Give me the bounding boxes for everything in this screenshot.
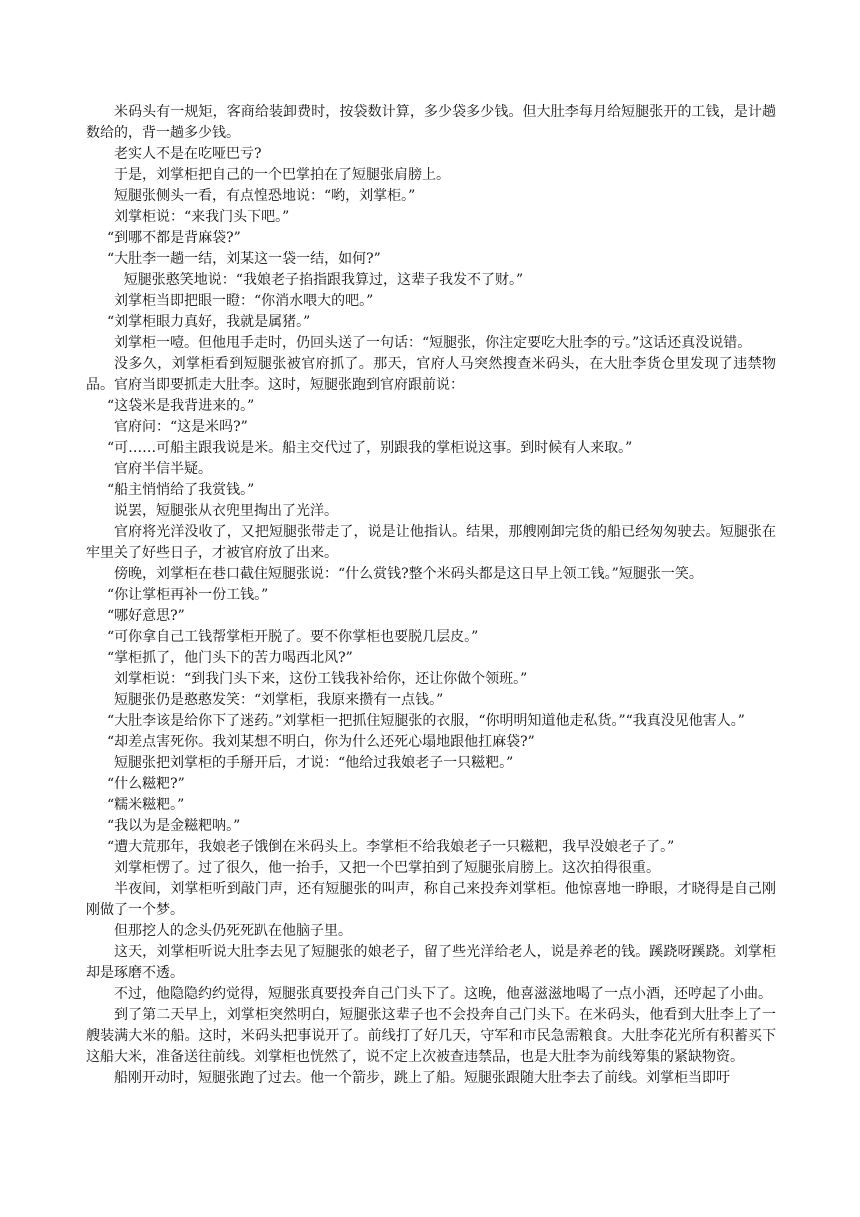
- paragraph: 半夜间，刘掌柜听到敲门声，还有短腿张的叫声，称自己来投奔刘掌柜。他惊喜地一睁眼，才晓得是自己刚刚做了一个梦。: [86, 881, 776, 918]
- paragraph: 官府将光洋没收了，又把短腿张带走了，说是让他指认。结果，那艘刚卸完货的船已经匆匆驶去。短腿张在牢里关了好些日子，才被官府放了出来。: [86, 524, 776, 561]
- paragraph: 短腿张憨笑地说：“我娘老子掐指跟我算过，这辈子我发不了财。”: [123, 272, 524, 288]
- document-body: [86, 102, 776, 1089]
- paragraph: “大肚李一趟一结，刘某这一袋一结，如何?”: [107, 251, 381, 267]
- paragraph: “糯米糍粑。”: [107, 797, 185, 813]
- paragraph: “可你拿自己工钱帮掌柜开脱了。要不你掌柜也要脱几层皮。”: [107, 629, 479, 645]
- paragraph: 没多久，刘掌柜看到短腿张被官府抓了。那天，官府人马突然搜查米码头，在大肚李货仓里发现了违禁物品。官府当即要抓走大肚李。这时，短腿张跑到官府跟前说：: [86, 356, 776, 393]
- paragraph: “掌柜抓了，他门头下的苦力喝西北风?”: [107, 650, 353, 666]
- paragraph: “可……可船主跟我说是米。船主交代过了，别跟我的掌柜说这事。到时候有人来取。”: [107, 440, 633, 456]
- paragraph: “刘掌柜眼力真好，我就是属猪。”: [107, 314, 311, 330]
- paragraph: 短腿张把刘掌柜的手掰开后，才说：“他给过我娘老子一只糍粑。”: [114, 755, 514, 771]
- paragraph: “哪好意思?”: [107, 608, 185, 624]
- paragraph: 说罢，短腿张从衣兜里掏出了光洋。: [114, 503, 338, 519]
- paragraph: 刘掌柜说：“来我门头下吧。”: [114, 209, 290, 225]
- paragraph: 傍晚，刘掌柜在巷口截住短腿张说：“什么赏钱?整个米码头都是这日早上领工钱。”短腿张一笑。: [114, 566, 703, 582]
- paragraph: 刘掌柜当即把眼一瞪：“你消水喂大的吧。”: [114, 293, 374, 309]
- paragraph: 刘掌柜说：“到我门头下来，这份工钱我补给你，还让你做个领班。”: [114, 671, 528, 687]
- paragraph: 船刚开动时，短腿张跑了过去。他一个箭步，跳上了船。短腿张跟随大肚李去了前线。刘掌柜当即吁: [114, 1070, 730, 1086]
- paragraph: 短腿张仍是憨憨发笑：“刘掌柜，我原来攒有一点钱。”: [114, 692, 444, 708]
- paragraph: “遭大荒那年，我娘老子饿倒在米码头上。李掌柜不给我娘老子一只糍粑，我早没娘老子了。”: [107, 839, 675, 855]
- paragraph: 刘掌柜愣了。过了很久，他一抬手，又把一个巴掌拍到了短腿张肩膀上。这次拍得很重。: [114, 860, 660, 876]
- paragraph: 于是，刘掌柜把自己的一个巴掌拍在了短腿张肩膀上。: [114, 167, 450, 183]
- paragraph: “到哪不都是背麻袋?”: [107, 230, 241, 246]
- paragraph: 不过，他隐隐约约觉得，短腿张真要投奔自己门头下了。这晚，他喜滋滋地喝了一点小酒，还哼起了小曲。: [114, 986, 772, 1002]
- paragraph: 但那挖人的念头仍死死趴在他脑子里。: [114, 923, 352, 939]
- paragraph: “大肚李该是给你下了迷药。”刘掌柜一把抓住短腿张的衣服，“你明明知道他走私货。”“我真没见他害人。”: [107, 713, 745, 729]
- paragraph: “你让掌柜再补一份工钱。”: [107, 587, 269, 603]
- paragraph: 这天，刘掌柜听说大肚李去见了短腿张的娘老子，留了些光洋给老人，说是养老的钱。蹊跷呀蹊跷。刘掌柜却是琢磨不透。: [86, 944, 776, 981]
- paragraph: 短腿张侧头一看，有点惶恐地说：“哟，刘掌柜。”: [114, 188, 416, 204]
- paragraph: 到了第二天早上，刘掌柜突然明白，短腿张这辈子也不会投奔自己门头下。在米码头，他看到大肚李上了一艘装满大米的船。这时，米码头把事说开了。前线打了好几天，守军和市民急需粮食。大肚李花光所有积蓄买下这船大米，准备送往前线。刘掌柜也恍然了，说不定上次被查违禁品，也是大肚李为前线筹集的紧缺物资。: [86, 1007, 776, 1065]
- paragraph: 老实人不是在吃哑巴亏?: [114, 146, 262, 162]
- paragraph: “这袋米是我背进来的。”: [107, 398, 255, 414]
- paragraph: “什么糍粑?”: [107, 776, 185, 792]
- paragraph: “船主悄悄给了我赏钱。”: [107, 482, 255, 498]
- paragraph: 官府问：“这是米吗?”: [114, 419, 248, 435]
- paragraph: 米码头有一规矩，客商给装卸费时，按袋数计算，多少袋多少钱。但大肚李每月给短腿张开的工钱，是计趟数给的，背一趟多少钱。: [86, 104, 776, 141]
- paragraph: “我以为是金糍粑呐。”: [107, 818, 241, 834]
- paragraph: “却差点害死你。我刘某想不明白，你为什么还死心塌地跟他扛麻袋?”: [107, 734, 535, 750]
- paragraph: 刘掌柜一噎。但他甩手走时，仍回头送了一句话：“短腿张，你注定要吃大肚李的亏。”这话还真没说错。: [114, 335, 752, 351]
- paragraph: 官府半信半疑。: [114, 461, 212, 477]
